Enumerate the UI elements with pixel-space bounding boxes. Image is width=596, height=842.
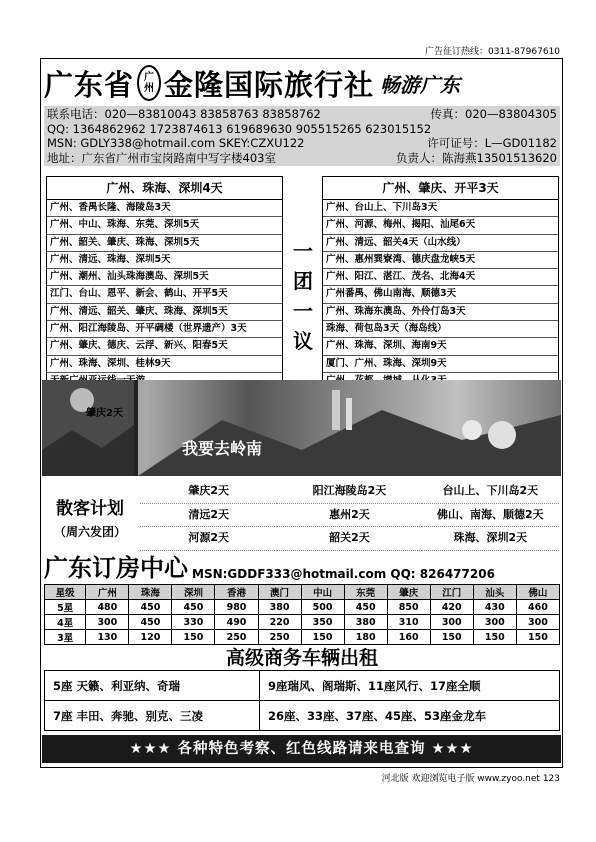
route-item: 广州、台山上、下川岛3天 [323,200,558,217]
msn: MSN: GDLY338@hotmail.com SKEY:CZXU122 [47,136,305,150]
table-cell: 330 [172,615,215,630]
table-cell: 420 [430,600,473,615]
table-cell: 980 [215,600,258,615]
scatter-title: 散客计划 [56,499,124,519]
manager: 负责人：陈海燕13501513620 [396,150,557,165]
car-cell: 26座、33座、37座、45座、53座金龙车 [260,701,560,731]
route-item: 广州、中山、珠海、东莞、深圳5天 [47,217,282,234]
route-item: 广州、珠海东澳岛、外伶仃岛3天 [323,304,558,321]
page-footer: 河北版 欢迎浏览电子版 www.zyoo.net 123 [381,774,560,784]
table-cell: 480 [86,600,129,615]
route-item: 广州、清远、韶关、肇庆、珠海、深圳5天 [47,304,282,321]
route-item: 广州、肇庆、德庆、云浮、新兴、阳春5天 [47,338,282,355]
route-item: 广州、河源、梅州、揭阳、汕尾6天 [323,217,558,234]
scatter-subtitle: （周六发团） [53,525,126,539]
table-cell: 150 [473,630,516,645]
table-cell: 300 [430,615,473,630]
table-row [45,701,560,731]
table-cell: 450 [129,615,172,630]
table-header: 香港 [215,585,258,600]
table-cell: 300 [86,615,129,630]
table-cell: 180 [344,630,387,645]
car-cell: 9座瑞风、阁瑞斯、11座风行、17座全顺 [260,671,560,701]
table-cell: 130 [86,630,129,645]
phone: 联系电话：020—83810043 83858763 83858762 [47,107,321,121]
route-item: 广州、清远、韶关4天（山水线） [323,235,558,252]
scatter-label [44,478,136,550]
title-right: 金隆国际旅行社 [164,67,375,102]
table-cell: 3星 [45,630,86,645]
seal-badge [137,65,161,101]
mid-char: 一 [293,239,313,263]
table-cell: 250 [258,630,301,645]
table-cell: 450 [129,600,172,615]
table-cell: 310 [387,615,430,630]
table-row [45,600,560,615]
car-rental-title: 高级商务车辆出租 [225,647,378,669]
route-item: 广州、潮州、汕头珠海澳岛、深圳5天 [47,269,282,286]
scatter-item: 清远2天 [140,504,277,528]
address: 地址：广东省广州市宝岗路南中写字楼403室 [47,150,276,165]
table-cell: 150 [430,630,473,645]
agency-title [44,62,460,104]
scatter-item: 阳江海陵岛2天 [277,480,421,504]
table-header-row [45,585,560,600]
table-cell: 380 [344,615,387,630]
table-cell: 150 [516,630,559,645]
table-cell: 490 [215,615,258,630]
table-header: 澳门 [258,585,301,600]
table-cell: 160 [387,630,430,645]
hotel-title: 广东订房中心 [44,553,188,582]
routes-right [322,176,559,390]
scatter-item: 韶关2天 [277,527,421,551]
table-cell: 250 [215,630,258,645]
table-cell: 150 [301,630,344,645]
route-item: 广州、清远、珠海、深圳5天 [47,252,282,269]
table-cell: 850 [387,600,430,615]
routes-right-title: 广州、肇庆、开平3天 [323,177,558,200]
scatter-item: 河源2天 [140,527,277,551]
route-item: 广州、阳江海陵岛、开平碉楼（世界遗产）3天 [47,321,282,338]
hotel-booking [44,553,560,645]
table-row [45,630,560,645]
banner-badge: 肇庆2天 [86,408,123,419]
table-header: 中山 [301,585,344,600]
scatter-item: 惠州2天 [277,504,421,528]
route-item: 广州、珠海、深圳、海南9天 [323,338,558,355]
hotel-price-table [44,584,560,645]
car-cell: 7座 丰田、奔驰、别克、三凌 [45,701,260,731]
fax: 传真：020—83804305 [430,107,557,121]
table-header: 珠海 [129,585,172,600]
one-group-one-quote [290,236,316,356]
table-cell: 430 [473,600,516,615]
scatter-item: 佛山、南海、顺德2天 [422,504,559,528]
table-cell: 380 [258,600,301,615]
route-item: 广州、阳江、湛江、茂名、北海4天 [323,269,558,286]
license: 许可证号：L—GD01182 [427,136,557,150]
table-cell: 4星 [45,615,86,630]
contact-block [44,106,560,166]
mid-char: 一 [293,299,313,323]
table-cell: 150 [172,630,215,645]
banner-scenery [42,380,561,476]
mid-char: 团 [293,269,313,293]
table-header: 江门 [430,585,473,600]
mid-char: 议 [293,329,313,353]
qq: QQ: 1364862962 1723874613 619689630 905515265 623015152 [47,121,432,136]
car-cell: 5座 天籁、利亚纳、奇瑞 [45,671,260,701]
table-cell: 220 [258,615,301,630]
footer-bar: ★★★ 各种特色考察、红色线路请来电查询 ★★★ [42,735,561,763]
hotel-msn: MSN:GDDF333@hotmail.com QQ: 826477206 [192,567,495,581]
routes-left-title: 广州、珠海、深圳4天 [47,177,282,200]
table-cell: 450 [344,600,387,615]
route-item: 厦门、广州、珠海、深圳9天 [323,356,558,373]
scatter-plan [44,478,559,550]
table-cell: 460 [516,600,559,615]
table-cell: 120 [129,630,172,645]
route-item: 珠海、荷包岛3天（海岛线） [323,321,558,338]
routes-left [46,176,283,390]
table-cell: 300 [516,615,559,630]
table-row [45,671,560,701]
route-item: 广州、韶关、肇庆、珠海、深圳5天 [47,235,282,252]
table-cell: 450 [172,600,215,615]
seal-bottom: 州 [144,83,155,94]
table-header: 广州 [86,585,129,600]
table-header: 星级 [45,585,86,600]
ad-hotline: 广告征订热线：0311-87967610 [425,47,560,57]
scatter-item: 台山上、下川岛2天 [422,480,559,504]
scatter-grid [140,480,559,551]
promo-banner [42,380,561,476]
table-cell: 300 [473,615,516,630]
route-item: 广州、珠海、深圳、桂林9天 [47,356,282,373]
route-item: 广州、惠州巽寮湾、德庆盘龙峡5天 [323,252,558,269]
slogan: 畅游广东 [380,72,461,97]
table-header: 深圳 [172,585,215,600]
table-cell: 500 [301,600,344,615]
table-header: 汕头 [473,585,516,600]
scatter-item: 珠海、深圳2天 [422,527,559,551]
route-item: 江门、台山、恩平、新会、鹤山、开平5天 [47,286,282,303]
table-header: 佛山 [516,585,559,600]
table-header: 东莞 [344,585,387,600]
hotel-title-row [44,553,560,583]
table-header: 肇庆 [387,585,430,600]
seal-top: 广 [144,72,155,83]
table-row [45,615,560,630]
route-item: 广州、香禺长隆、海陵岛3天 [47,200,282,217]
route-item: 广州番禺、佛山南海、顺德3天 [323,286,558,303]
banner-caption: 我要去岭南 [182,439,263,458]
scatter-item: 肇庆2天 [140,480,277,504]
car-rental [44,646,560,731]
title-left: 广东省 [44,67,135,102]
car-rental-table [44,670,560,731]
table-cell: 350 [301,615,344,630]
table-cell: 5星 [45,600,86,615]
